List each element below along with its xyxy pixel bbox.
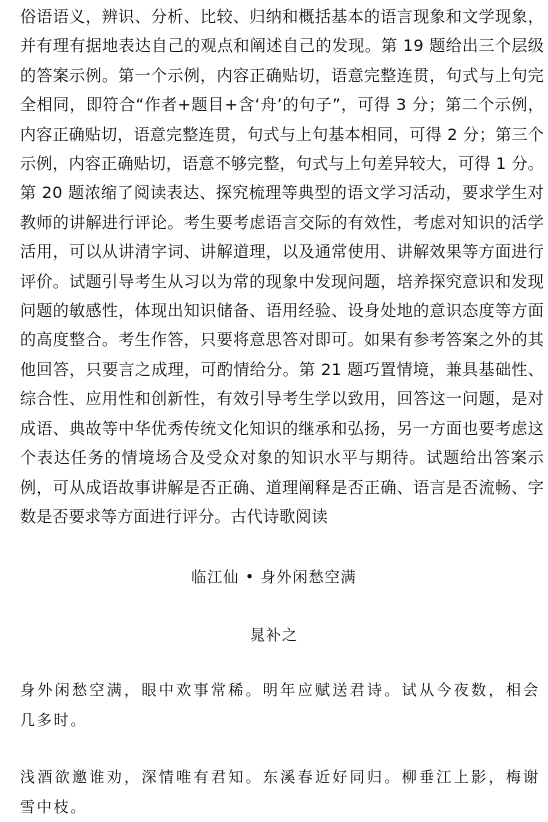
- poem-title: 临江仙 • 身外闲愁空满: [191, 568, 357, 586]
- poem-stanza-2: 浅酒欲邀谁劝，深情唯有君知。东溪春近好同归。柳垂江上影，梅谢雪中枝。: [20, 768, 540, 816]
- poem-author: 晁补之: [249, 626, 298, 644]
- poem-stanza-1: 身外闲愁空满，眼中欢事常稀。明年应赋送君诗。试从今夜数，相会几多时。: [20, 681, 540, 729]
- body-paragraph: 俗语语义，辨识、分析、比较、归纳和概括基本的语言现象和文学现象，并有理有据地表达自己的观点和阐述自己的发现。第 19 题给出三个层级的答案示例。第一个示例，内容正确贴切，语意完整连贯，句式与上句完全相同，即符合“作者+题目+含‘舟’的句子”，可得 3 分；第二个示例，内容正确贴切，语意完整连贯，句式与上句基本相同，可得 2 分；第三个示例，内容正确贴切，语意不够完整，句式与上句差异较大，可得 1 分。第 20 题浓缩了阅读表达、探究梳理等典型的语文学习活动，要求学生对教师的讲解进行评论。考生要考虑语言交际的有效性，考虑对知识的活学活用，可以从讲清字词、讲解道理，以及通常使用、讲解效果等方面进行评价。试题引导考生从习以为常的现象中发现问题，培养探究意识和发现问题的敏感性，体现出知识储备、语用经验、设身处地的意识态度等方面的高度整合。考生作答，只要将意思答对即可。如果有参考答案之外的其他回答，只要言之成理，可酌情给分。第 21 题巧置情境，兼具基础性、综合性、应用性和创新性，有效引导考生学以致用，回答这一问题，是对成语、典故等中华优秀传统文化知识的继承和弘扬，另一方面也要考虑这个表达任务的情境场合及受众对象的知识水平与期待。试题给出答案示例，可从成语故事讲解是否正确、道理阐释是否正确、语言是否流畅、字数是否要求等方面进行评分。古代诗歌阅读: [20, 7, 544, 526]
